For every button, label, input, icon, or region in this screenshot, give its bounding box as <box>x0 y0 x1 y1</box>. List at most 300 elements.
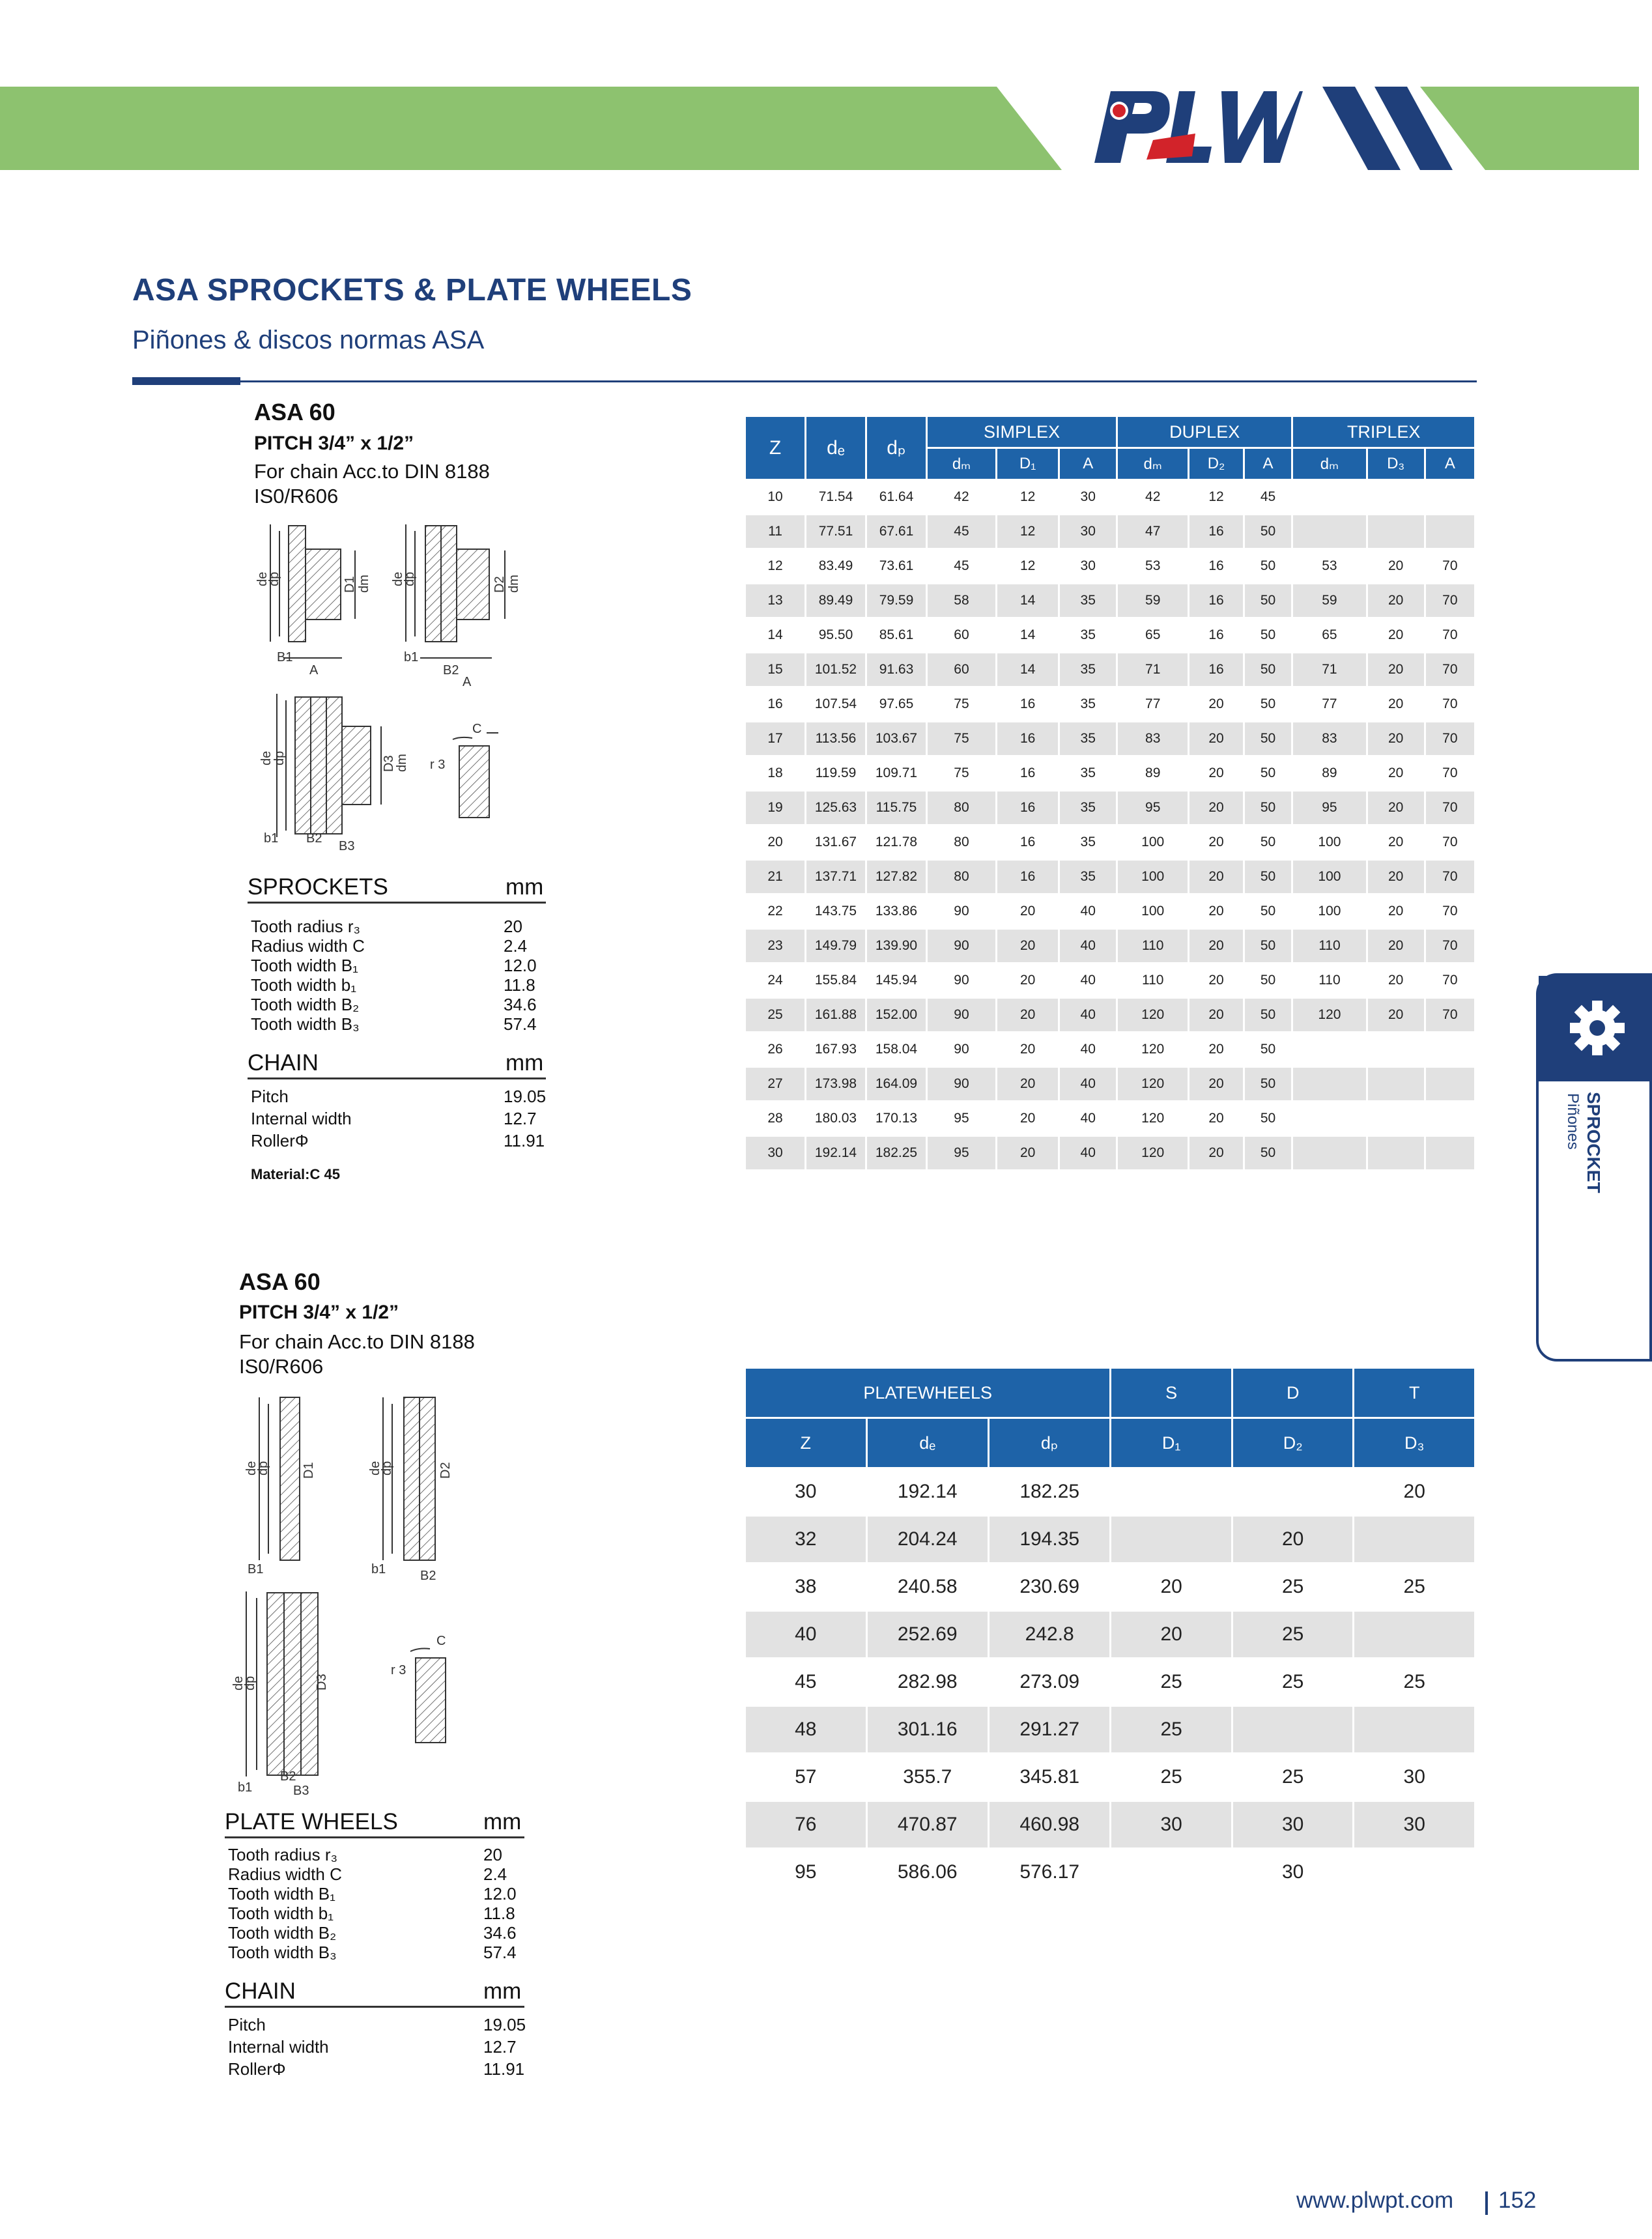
table-cell: 95.50 <box>806 619 865 651</box>
page-number: 152 <box>1498 2188 1537 2213</box>
label-D2: D2 <box>438 1462 453 1479</box>
table-cell <box>1368 481 1424 513</box>
table-cell: 50 <box>1245 1102 1292 1135</box>
table-cell: 586.06 <box>868 1849 988 1895</box>
table-cell: 20 <box>1354 1469 1474 1515</box>
label-dm: dm <box>395 754 409 772</box>
table-cell <box>1368 1102 1424 1135</box>
table-cell: 230.69 <box>990 1564 1109 1610</box>
table-cell: 16 <box>1189 550 1243 582</box>
chain-label: Pitch <box>228 2015 266 2034</box>
label-D1: D1 <box>343 576 357 593</box>
table-cell: 17 <box>746 722 805 755</box>
table-cell: 13 <box>746 584 805 617</box>
table-cell: 20 <box>1368 895 1424 928</box>
table-cell: 20 <box>1189 1102 1243 1135</box>
spec-value: 57.4 <box>483 1943 517 1962</box>
table-cell: 167.93 <box>806 1033 865 1066</box>
spec-value: 34.6 <box>504 995 537 1014</box>
table-cell: 345.81 <box>990 1754 1109 1800</box>
table-cell: 20 <box>1368 999 1424 1031</box>
table-cell: 12 <box>746 550 805 582</box>
table-cell <box>1293 481 1365 513</box>
table-cell: 83 <box>1293 722 1365 755</box>
table-cell: 120 <box>1118 1033 1188 1066</box>
table-cell: 50 <box>1245 1068 1292 1100</box>
col-group-triplex: TRIPLEX <box>1293 417 1474 447</box>
table-cell: 240.58 <box>868 1564 988 1610</box>
table-cell: 192.14 <box>868 1469 988 1515</box>
table-cell: 20 <box>1233 1517 1353 1562</box>
chain-label: Internal width <box>251 1109 352 1128</box>
table-cell: 90 <box>928 1033 995 1066</box>
table-cell: 143.75 <box>806 895 865 928</box>
table-cell: 170.13 <box>867 1102 926 1135</box>
spec-value: 20 <box>483 1845 502 1864</box>
table-cell: 30 <box>1060 515 1116 548</box>
chain-value: 11.91 <box>483 2059 525 2079</box>
table-cell: 25 <box>1111 1659 1231 1705</box>
table-cell <box>1368 1033 1424 1066</box>
table-row <box>746 1033 1474 1066</box>
table-cell: 30 <box>1233 1802 1353 1847</box>
table-cell: 40 <box>1060 1102 1116 1135</box>
col-group-d: D <box>1233 1369 1353 1417</box>
table-row <box>746 1707 1474 1752</box>
table-cell: 89 <box>1293 757 1365 790</box>
table-cell: 18 <box>746 757 805 790</box>
table-cell: 50 <box>1245 930 1292 962</box>
table-row <box>746 826 1474 859</box>
table-cell <box>1354 1612 1474 1657</box>
table-cell: 20 <box>1368 584 1424 617</box>
table-cell: 45 <box>928 550 995 582</box>
label-dp: dp <box>403 571 417 586</box>
table-row <box>746 895 1474 928</box>
label-B3: B3 <box>293 1784 309 1798</box>
table-cell: 20 <box>746 826 805 859</box>
col-header-dm: dₘ <box>928 449 995 479</box>
table-cell <box>1368 1137 1424 1169</box>
plate-spec-chain-note: For chain Acc.to DIN 8188 <box>239 1330 475 1353</box>
table-cell: 121.78 <box>867 826 926 859</box>
label-de: de <box>244 1461 259 1476</box>
col-header-A: A <box>1245 449 1292 479</box>
plate-spec-pitch: PITCH 3/4” x 1/2” <box>239 1302 399 1323</box>
table-cell: 90 <box>928 964 995 997</box>
table-cell: 26 <box>746 1033 805 1066</box>
col-header-z: Z <box>746 417 805 479</box>
gear-icon <box>1565 995 1630 1061</box>
spec-label: Tooth radius r₃ <box>251 917 361 936</box>
plate-chain-section-unit: mm <box>483 1978 522 2004</box>
table-cell: 40 <box>1060 1033 1116 1066</box>
table-cell: 20 <box>1189 1033 1243 1066</box>
table-cell: 70 <box>1426 619 1474 651</box>
table-cell: 65 <box>1118 619 1188 651</box>
table-cell: 50 <box>1245 999 1292 1031</box>
table-cell: 115.75 <box>867 791 926 824</box>
table-cell: 252.69 <box>868 1612 988 1657</box>
plate-spec-iso: IS0/R606 <box>239 1355 324 1378</box>
col-group-simplex: SIMPLEX <box>928 417 1116 447</box>
table-cell: 273.09 <box>990 1659 1109 1705</box>
table-cell: 16 <box>1189 515 1243 548</box>
label-dp: dp <box>267 571 281 586</box>
table-cell: 16 <box>997 722 1058 755</box>
table-cell: 35 <box>1060 688 1116 720</box>
table-cell: 75 <box>928 688 995 720</box>
spec-label: Tooth width B₃ <box>228 1943 337 1962</box>
plate-wheels-section-unit: mm <box>483 1809 522 1834</box>
table-cell <box>1233 1707 1353 1752</box>
table-cell: 70 <box>1426 653 1474 686</box>
table-cell: 12 <box>1189 481 1243 513</box>
table-cell: 22 <box>746 895 805 928</box>
table-cell: 35 <box>1060 653 1116 686</box>
table-cell: 182.25 <box>990 1469 1109 1515</box>
table-cell: 40 <box>746 1612 866 1657</box>
col-header-z: Z <box>746 1419 866 1467</box>
table-row <box>746 1612 1474 1657</box>
table-cell: 35 <box>1060 791 1116 824</box>
table-cell: 30 <box>1354 1802 1474 1847</box>
spec-label: Tooth width B₁ <box>228 1884 335 1904</box>
table-cell: 16 <box>997 791 1058 824</box>
chain-label: RollerΦ <box>228 2059 286 2079</box>
sprocket-spec-chain-note: For chain Acc.to DIN 8188 <box>254 460 490 483</box>
col-header-D2: D₂ <box>1189 449 1243 479</box>
col-header-A: A <box>1060 449 1116 479</box>
table-cell: 16 <box>997 688 1058 720</box>
col-header-D1: D₁ <box>1111 1419 1231 1467</box>
spec-value: 12.0 <box>483 1884 517 1904</box>
table-cell: 20 <box>1189 999 1243 1031</box>
table-row <box>746 550 1474 582</box>
table-cell <box>1426 481 1474 513</box>
table-cell: 40 <box>1060 964 1116 997</box>
page-subtitle: Piñones & discos normas ASA <box>132 326 485 354</box>
material-note: Material:C 45 <box>251 1166 340 1182</box>
label-D2: D2 <box>492 576 507 593</box>
table-cell <box>1293 1068 1365 1100</box>
table-cell: 139.90 <box>867 930 926 962</box>
table-cell: 77 <box>1293 688 1365 720</box>
table-cell: 80 <box>928 826 995 859</box>
table-cell: 50 <box>1245 653 1292 686</box>
table-cell: 71 <box>1118 653 1188 686</box>
col-header-dp: dₚ <box>867 417 926 479</box>
table-cell: 20 <box>997 1033 1058 1066</box>
table-cell <box>1354 1707 1474 1752</box>
col-header-dm: dₘ <box>1118 449 1188 479</box>
chain-section-header <box>248 1049 546 1079</box>
table-cell: 57 <box>746 1754 866 1800</box>
table-cell: 120 <box>1118 1137 1188 1169</box>
table-cell: 20 <box>1189 791 1243 824</box>
table-cell: 20 <box>1189 826 1243 859</box>
spec-value: 11.8 <box>504 975 535 995</box>
table-row <box>746 481 1474 513</box>
table-cell: 83 <box>1118 722 1188 755</box>
table-row <box>746 653 1474 686</box>
table-cell: 50 <box>1245 619 1292 651</box>
table-cell: 20 <box>1368 930 1424 962</box>
table-cell: 103.67 <box>867 722 926 755</box>
plate-chain-section-header <box>225 1977 524 2008</box>
chain-value: 12.7 <box>504 1109 537 1128</box>
table-cell: 120 <box>1293 999 1365 1031</box>
table-row <box>746 1802 1474 1847</box>
table-cell: 110 <box>1293 964 1365 997</box>
spec-label: Tooth width b₁ <box>228 1904 334 1923</box>
label-A: A <box>309 663 319 677</box>
table-cell <box>1233 1469 1353 1515</box>
spec-label: Tooth radius r₃ <box>228 1845 338 1864</box>
side-tab-subtitle: Piñones <box>1564 1093 1582 1150</box>
table-row <box>746 1754 1474 1800</box>
table-cell: 35 <box>1060 584 1116 617</box>
chain-value: 12.7 <box>483 2037 517 2057</box>
table-cell: 65 <box>1293 619 1365 651</box>
side-tab-title: SPROCKET <box>1584 1092 1604 1193</box>
label-r3: r 3 <box>430 758 446 772</box>
table-cell: 107.54 <box>806 688 865 720</box>
table-cell <box>1293 1033 1365 1066</box>
plate-wheels-section-header <box>225 1808 524 1838</box>
footer-website-link[interactable]: www.plwpt.com <box>1296 2188 1454 2213</box>
table-cell <box>1293 1102 1365 1135</box>
table-cell: 20 <box>1189 861 1243 893</box>
table-row <box>746 1102 1474 1135</box>
table-cell: 75 <box>928 722 995 755</box>
label-D3: D3 <box>382 755 396 772</box>
table-cell: 25 <box>1233 1659 1353 1705</box>
table-cell: 470.87 <box>868 1802 988 1847</box>
table-cell: 192.14 <box>806 1137 865 1169</box>
table-cell: 45 <box>928 515 995 548</box>
label-dm: dm <box>507 575 521 593</box>
label-C: C <box>436 1634 446 1648</box>
table-cell <box>1426 515 1474 548</box>
table-cell: 576.17 <box>990 1849 1109 1895</box>
table-cell: 77 <box>1118 688 1188 720</box>
label-D3: D3 <box>315 1674 329 1690</box>
table-cell: 80 <box>928 791 995 824</box>
table-cell: 20 <box>997 1102 1058 1135</box>
label-B2: B2 <box>420 1569 436 1583</box>
table-cell: 50 <box>1245 550 1292 582</box>
table-cell: 25 <box>1111 1754 1231 1800</box>
plate-wheels-section-title: PLATE WHEELS <box>225 1809 398 1834</box>
table-cell: 50 <box>1245 584 1292 617</box>
chain-value: 11.91 <box>504 1131 545 1150</box>
table-cell: 133.86 <box>867 895 926 928</box>
table-cell: 32 <box>746 1517 866 1562</box>
table-cell: 89.49 <box>806 584 865 617</box>
table-cell: 120 <box>1118 1068 1188 1100</box>
table-cell: 110 <box>1118 964 1188 997</box>
table-cell: 131.67 <box>806 826 865 859</box>
table-cell: 25 <box>1233 1564 1353 1610</box>
table-cell: 89 <box>1118 757 1188 790</box>
table-cell: 20 <box>1189 895 1243 928</box>
table-cell <box>1368 1068 1424 1100</box>
table-row <box>746 1137 1474 1169</box>
table-cell: 30 <box>1233 1849 1353 1895</box>
label-b1: b1 <box>238 1780 253 1795</box>
sprockets-section-title: SPROCKETS <box>248 874 388 900</box>
table-cell: 95 <box>1118 791 1188 824</box>
table-cell: 155.84 <box>806 964 865 997</box>
table-row <box>746 515 1474 548</box>
table-cell: 20 <box>1189 722 1243 755</box>
table-cell: 109.71 <box>867 757 926 790</box>
table-cell: 291.27 <box>990 1707 1109 1752</box>
table-cell: 301.16 <box>868 1707 988 1752</box>
table-cell: 95 <box>928 1137 995 1169</box>
chain-label: Pitch <box>251 1087 289 1106</box>
table-cell: 30 <box>1060 550 1116 582</box>
table-cell: 16 <box>997 861 1058 893</box>
table-cell: 25 <box>1354 1659 1474 1705</box>
table-cell: 50 <box>1245 826 1292 859</box>
table-cell: 25 <box>1233 1754 1353 1800</box>
table-cell: 28 <box>746 1102 805 1135</box>
spec-value: 12.0 <box>504 956 537 975</box>
table-cell: 149.79 <box>806 930 865 962</box>
chain-label: Internal width <box>228 2037 329 2057</box>
table-row <box>746 1469 1474 1515</box>
label-de: de <box>259 750 274 765</box>
table-row <box>746 861 1474 893</box>
table-cell: 242.8 <box>990 1612 1109 1657</box>
table-cell: 20 <box>1189 1068 1243 1100</box>
label-B3: B3 <box>339 839 355 853</box>
table-cell: 100 <box>1118 895 1188 928</box>
table-cell: 125.63 <box>806 791 865 824</box>
table-cell: 48 <box>746 1707 866 1752</box>
table-cell: 30 <box>1354 1754 1474 1800</box>
table-cell: 120 <box>1118 1102 1188 1135</box>
col-group-t: T <box>1354 1369 1474 1417</box>
table-cell: 182.25 <box>867 1137 926 1169</box>
table-cell: 204.24 <box>868 1517 988 1562</box>
spec-label: Tooth width B₂ <box>251 995 360 1014</box>
table-cell: 97.65 <box>867 688 926 720</box>
col-header-D2: D₂ <box>1233 1419 1353 1467</box>
spec-value: 57.4 <box>504 1014 537 1034</box>
label-C: C <box>472 722 482 736</box>
table-cell: 20 <box>1368 757 1424 790</box>
table-cell: 30 <box>746 1137 805 1169</box>
table-cell: 30 <box>746 1469 866 1515</box>
table-row <box>746 584 1474 617</box>
table-cell: 95 <box>1293 791 1365 824</box>
table-cell: 70 <box>1426 722 1474 755</box>
table-cell: 20 <box>1189 688 1243 720</box>
table-cell: 194.35 <box>990 1517 1109 1562</box>
table-cell: 20 <box>1368 722 1424 755</box>
table-cell: 30 <box>1111 1802 1231 1847</box>
col-header-D1: D₁ <box>997 449 1058 479</box>
table-row <box>746 999 1474 1031</box>
table-cell <box>1111 1849 1231 1895</box>
table-cell <box>1111 1517 1231 1562</box>
table-cell: 38 <box>746 1564 866 1610</box>
table-cell: 70 <box>1426 895 1474 928</box>
table-cell: 164.09 <box>867 1068 926 1100</box>
table-cell: 35 <box>1060 826 1116 859</box>
table-cell: 50 <box>1245 1033 1292 1066</box>
table-cell: 70 <box>1426 791 1474 824</box>
table-cell: 173.98 <box>806 1068 865 1100</box>
table-cell: 70 <box>1426 999 1474 1031</box>
table-cell: 110 <box>1118 930 1188 962</box>
table-cell: 40 <box>1060 930 1116 962</box>
table-cell: 50 <box>1245 895 1292 928</box>
table-cell: 137.71 <box>806 861 865 893</box>
plate-chain-section-title: CHAIN <box>225 1978 296 2004</box>
table-cell: 70 <box>1426 861 1474 893</box>
label-r3: r 3 <box>391 1663 406 1677</box>
table-cell: 20 <box>997 930 1058 962</box>
spec-value: 2.4 <box>504 936 528 956</box>
table-cell: 119.59 <box>806 757 865 790</box>
table-row <box>746 1564 1474 1610</box>
table-cell: 11 <box>746 515 805 548</box>
col-header-dm: dₘ <box>1293 449 1365 479</box>
table-cell: 70 <box>1426 930 1474 962</box>
table-cell: 12 <box>997 550 1058 582</box>
table-cell <box>1111 1469 1231 1515</box>
spec-label: Tooth width B₁ <box>251 956 358 975</box>
col-header-D3: D₃ <box>1368 449 1424 479</box>
sprockets-section-unit: mm <box>506 874 544 900</box>
table-cell: 80 <box>928 861 995 893</box>
table-cell: 101.52 <box>806 653 865 686</box>
table-cell: 77.51 <box>806 515 865 548</box>
table-cell: 75 <box>928 757 995 790</box>
table-cell: 50 <box>1245 688 1292 720</box>
table-cell: 70 <box>1426 584 1474 617</box>
table-cell: 90 <box>928 1068 995 1100</box>
table-cell: 85.61 <box>867 619 926 651</box>
table-cell: 35 <box>1060 619 1116 651</box>
sprocket-technical-drawing <box>255 511 544 853</box>
table-cell: 16 <box>746 688 805 720</box>
col-header-de: dₑ <box>806 417 865 479</box>
table-cell: 16 <box>1189 653 1243 686</box>
header-green-band <box>0 87 1062 170</box>
table-cell: 25 <box>746 999 805 1031</box>
table-cell: 14 <box>997 619 1058 651</box>
section-side-tab[interactable] <box>1536 973 1652 1362</box>
table-cell: 20 <box>1368 688 1424 720</box>
table-cell: 100 <box>1118 826 1188 859</box>
table-cell: 16 <box>997 757 1058 790</box>
table-cell: 127.82 <box>867 861 926 893</box>
brand-logo <box>1081 78 1303 176</box>
table-cell: 50 <box>1245 964 1292 997</box>
table-cell: 70 <box>1426 826 1474 859</box>
label-b1: b1 <box>264 831 279 846</box>
table-row <box>746 757 1474 790</box>
table-cell: 59 <box>1293 584 1365 617</box>
table-cell: 100 <box>1293 826 1365 859</box>
table-cell: 16 <box>1189 584 1243 617</box>
table-cell: 355.7 <box>868 1754 988 1800</box>
